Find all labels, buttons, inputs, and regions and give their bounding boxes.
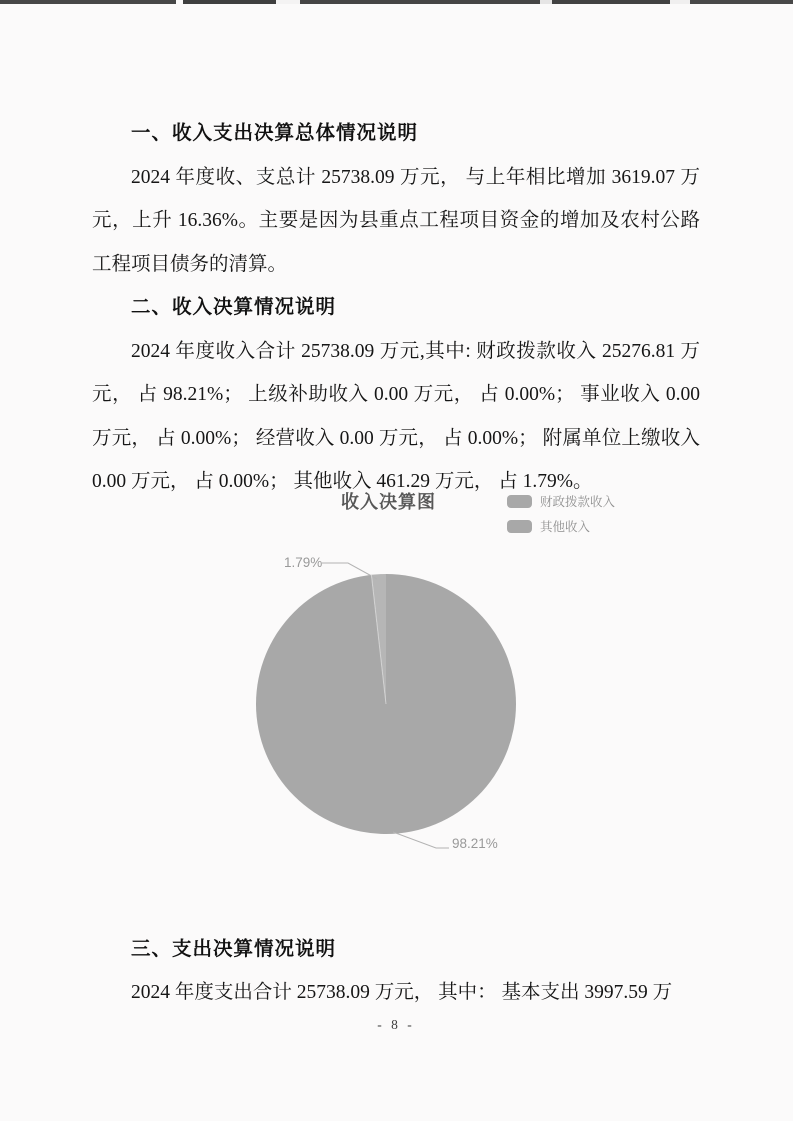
income-pie-chart bbox=[92, 488, 700, 873]
pie-callout-fiscal-income: 98.21% bbox=[452, 835, 498, 851]
legend-item bbox=[507, 494, 615, 509]
section-2-paragraph: 2024 年度收入合计 25738.09 万元,其中: 财政拨款收入 25276.81 万元， 占 98.21%； 上级补助收入 0.00 万元， 占 0.00%； 事业收入 0.00 万元， 占 0.00%； 经营收入 0.00 万元， 占 0.00%； 附属单位上缴收入 0.00 万元， 占 0.00%； 其他收入 461.29 万元， 占 1.79%。 bbox=[92, 340, 700, 492]
page-number: - 8 - bbox=[377, 1016, 415, 1032]
legend-label: 其他收入 bbox=[540, 520, 591, 534]
section-3-paragraph: 2024 年度支出合计 25738.09 万元， 其中： 基本支出 3997.59 万 bbox=[131, 982, 673, 1003]
legend-swatch-icon bbox=[507, 495, 532, 508]
section-1-heading: 一、收入支出决算总体情况说明 bbox=[131, 122, 419, 144]
legend-swatch-icon bbox=[507, 520, 532, 533]
legend-item bbox=[507, 519, 615, 534]
chart-title: 收入决算图 bbox=[341, 491, 436, 512]
pie-graphic bbox=[256, 574, 516, 834]
section-1-paragraph: 2024 年度收、支总计 25738.09 万元， 与上年相比增加 3619.07 万元，上升 16.36%。主要是因为县重点工程项目资金的增加及农村公路工程项目债务的清算。 bbox=[92, 166, 700, 275]
pie-callout-other-income: 1.79% bbox=[284, 554, 323, 570]
section-2-heading: 二、收入决算情况说明 bbox=[131, 296, 337, 318]
section-3-heading: 三、支出决算情况说明 bbox=[131, 937, 337, 960]
legend-label: 财政拨款收入 bbox=[540, 495, 616, 509]
scan-edge-artifact bbox=[0, 0, 793, 4]
chart-legend bbox=[507, 494, 615, 544]
